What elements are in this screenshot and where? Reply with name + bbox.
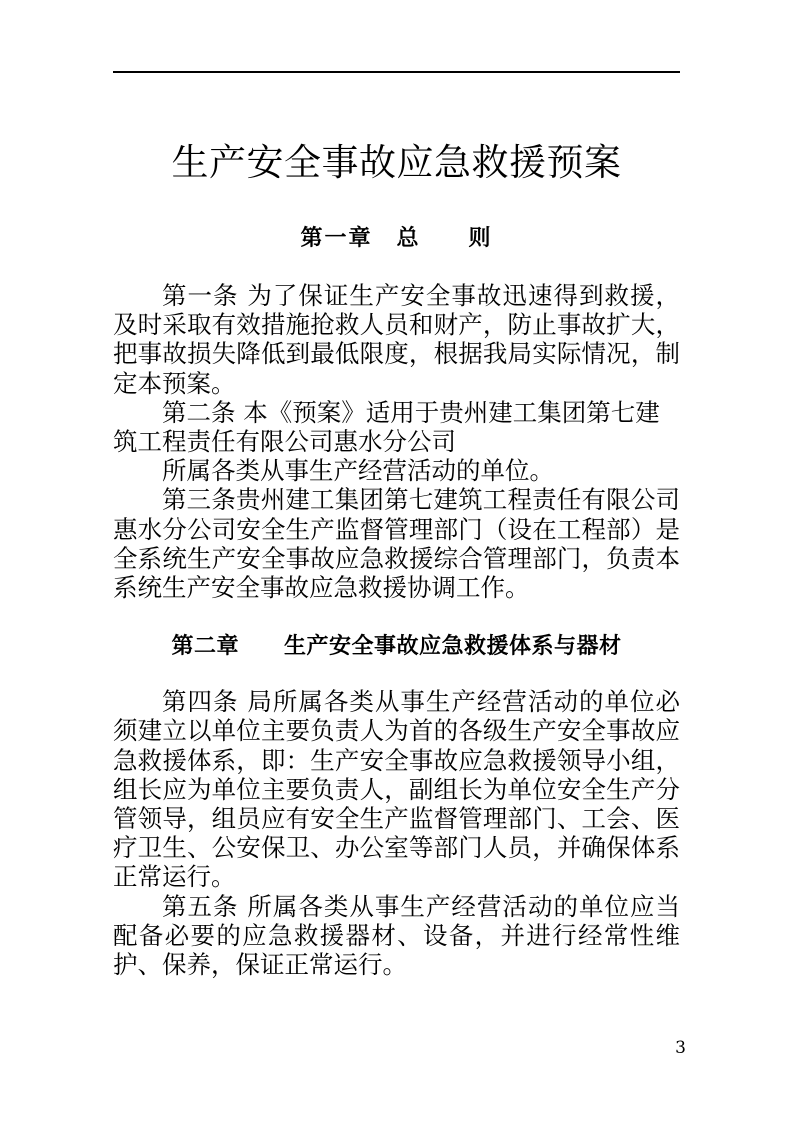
header-rule-divider	[113, 71, 680, 73]
chapter-heading-1: 第一章 总 则	[300, 225, 493, 251]
document-title: 生产安全事故应急救援预案	[171, 141, 622, 184]
paragraph-article-3: 第三条贵州建工集团第七建筑工程责任有限公司惠水分公司安全生产监督管理部门（设在工程部）是全系统生产安全事故应急救援综合管理部门，负责本系统生产安全事故应急救援协调工作。	[113, 485, 680, 603]
paragraph-article-1: 第一条 为了保证生产安全事故迅速得到救援，及时采取有效措施抢救人员和财产，防止事故扩大，把事故损失降低到最低限度，根据我局实际情况，制定本预案。	[113, 281, 680, 398]
document-content	[113, 140, 680, 979]
paragraph-article-2-cont: 所属各类从事生产经营活动的单位。	[162, 456, 554, 486]
paragraph-article-4: 第四条 局所属各类从事生产经营活动的单位必须建立以单位主要负责人为首的各级生产安全事故应急救援体系，即：生产安全事故应急救援领导小组，组长应为单位主要负责人，副组长为单位安全生产分管领导，组员应有安全生产监督管理部门、工会、医疗卫生、公安保卫、办公室等部门人员，并确保体系正常运行。	[113, 687, 680, 892]
page-number: 3	[675, 1038, 686, 1058]
paragraph-article-2: 第二条 本《预案》适用于贵州建工集团第七建筑工程责任有限公司惠水分公司	[113, 397, 660, 457]
paragraph-article-5: 第五条 所属各类从事生产经营活动的单位应当配备必要的应急救援器材、设备，并进行经常性维护、保养，保证正常运行。	[113, 891, 680, 980]
chapter-1-body	[113, 281, 680, 602]
chapter-2-body	[113, 687, 680, 979]
page-header	[0, 0, 793, 80]
chapter-heading-2: 第二章 生产安全事故应急救援体系与器材	[171, 633, 622, 660]
